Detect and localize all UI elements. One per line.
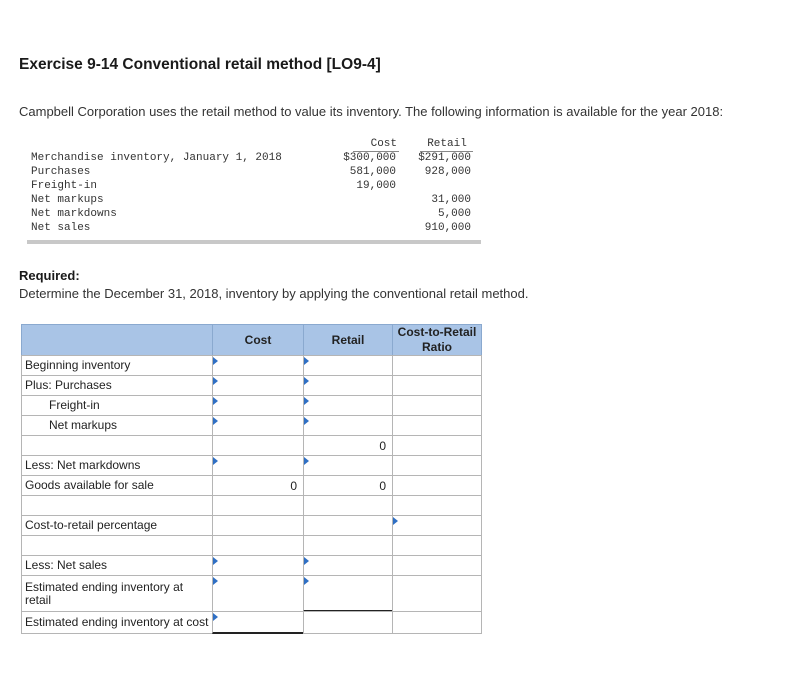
dropdown-marker-icon [213, 397, 218, 405]
given-row-label: Freight-in [31, 180, 98, 192]
dropdown-marker-icon [213, 417, 218, 425]
blank-ratio-cell [392, 535, 482, 556]
row-label-net-sales: Less: Net sales [21, 555, 213, 576]
ending-retail-ratio-cell [392, 575, 482, 612]
given-row-retail: $291,000 [418, 152, 471, 164]
subtotal-retail-cell [303, 435, 393, 456]
beginning-inventory-cost-input[interactable] [212, 355, 304, 376]
dropdown-marker-icon [213, 377, 218, 385]
dropdown-marker-icon [304, 377, 309, 385]
table-header-label [21, 324, 213, 356]
row-label-cost-to-retail-percentage: Cost-to-retail percentage [21, 515, 213, 536]
net-sales-ratio-cell [392, 555, 482, 576]
net-markdowns-cost-input[interactable] [212, 455, 304, 476]
blank-retail-cell [303, 535, 393, 556]
given-row-cost: 581,000 [349, 166, 396, 178]
intro-text: Campbell Corporation uses the retail method to value its inventory. The following information is available for the year 2018: [19, 104, 724, 119]
blank-retail-cell [303, 495, 393, 516]
row-label-beginning-inventory: Beginning inventory [21, 355, 213, 376]
cell-value: 0 [379, 478, 386, 493]
given-row-retail: 928,000 [424, 166, 471, 178]
retail-method-table [21, 324, 482, 634]
ending-cost-retail-cell [303, 611, 393, 634]
dropdown-marker-icon [213, 357, 218, 365]
dropdown-marker-icon [304, 417, 309, 425]
given-row-label: Purchases [31, 166, 91, 178]
purchases-retail-input[interactable] [303, 375, 393, 396]
goods-available-cost-cell [212, 475, 304, 496]
given-divider [27, 240, 481, 244]
given-row [27, 165, 481, 179]
given-row-cost: 19,000 [356, 180, 396, 192]
given-row-retail: 5,000 [437, 208, 471, 220]
net-sales-cost-input[interactable] [212, 555, 304, 576]
given-row-label: Net sales [31, 222, 91, 234]
row-label-blank [21, 535, 213, 556]
net-markdowns-ratio-cell [392, 455, 482, 476]
given-row [27, 151, 481, 165]
row-label-net-markdowns: Less: Net markdowns [21, 455, 213, 476]
net-markups-ratio-cell [392, 415, 482, 436]
table-header-cost: Cost [212, 324, 304, 356]
row-label-goods-available: Goods available for sale [21, 475, 213, 496]
row-label-freight-in: Freight-in [21, 395, 213, 416]
required-title: Required: [19, 268, 80, 283]
given-row [27, 179, 481, 193]
freight-in-cost-input[interactable] [212, 395, 304, 416]
goods-available-retail-cell [303, 475, 393, 496]
net-markdowns-retail-input[interactable] [303, 455, 393, 476]
purchases-cost-input[interactable] [212, 375, 304, 396]
page-title: Exercise 9-14 Conventional retail method [LO9-4] [19, 56, 381, 73]
dropdown-marker-icon [213, 457, 218, 465]
percentage-retail-cell [303, 515, 393, 536]
dropdown-marker-icon [304, 357, 309, 365]
row-label-blank [21, 495, 213, 516]
freight-in-retail-input[interactable] [303, 395, 393, 416]
given-row-retail: 910,000 [424, 222, 471, 234]
dropdown-marker-icon [304, 577, 309, 585]
dropdown-marker-icon [213, 577, 218, 585]
given-row-retail: 31,000 [431, 194, 471, 206]
row-label-purchases: Plus: Purchases [21, 375, 213, 396]
ending-retail-cost-input[interactable] [212, 575, 304, 612]
freight-in-ratio-cell [392, 395, 482, 416]
ending-inventory-cost-input[interactable] [212, 611, 304, 634]
row-label-ending-inventory-retail: Estimated ending inventory at retail [21, 575, 213, 612]
blank-cost-cell [212, 535, 304, 556]
beginning-inventory-ratio-cell [392, 355, 482, 376]
subtotal-ratio-cell [392, 435, 482, 456]
beginning-inventory-retail-input[interactable] [303, 355, 393, 376]
row-label-subtotal [21, 435, 213, 456]
given-row-cost: $300,000 [343, 152, 396, 164]
net-markups-cost-input[interactable] [212, 415, 304, 436]
given-row [27, 207, 481, 221]
dropdown-marker-icon [304, 457, 309, 465]
percentage-cost-cell [212, 515, 304, 536]
cell-value: 0 [290, 478, 297, 493]
blank-cost-cell [212, 495, 304, 516]
subtotal-cost-cell [212, 435, 304, 456]
row-label-net-markups: Net markups [21, 415, 213, 436]
given-row-label: Net markups [31, 194, 104, 206]
given-row [27, 193, 481, 207]
dropdown-marker-icon [213, 613, 218, 621]
goods-available-ratio-cell [392, 475, 482, 496]
cost-to-retail-ratio-input[interactable] [392, 515, 482, 536]
blank-ratio-cell [392, 495, 482, 516]
table-header-ratio: Cost-to-Retail Ratio [392, 324, 482, 356]
dropdown-marker-icon [393, 517, 398, 525]
row-label-ending-inventory-cost: Estimated ending inventory at cost [21, 611, 213, 634]
given-row-label: Merchandise inventory, January 1, 2018 [31, 152, 282, 164]
purchases-ratio-cell [392, 375, 482, 396]
dropdown-marker-icon [304, 397, 309, 405]
table-header-retail: Retail [303, 324, 393, 356]
net-markups-retail-input[interactable] [303, 415, 393, 436]
ending-cost-ratio-cell [392, 611, 482, 634]
dropdown-marker-icon [304, 557, 309, 565]
dropdown-marker-icon [213, 557, 218, 565]
given-information [27, 138, 481, 241]
given-row [27, 221, 481, 235]
net-sales-retail-input[interactable] [303, 555, 393, 576]
cell-value: 0 [379, 438, 386, 453]
ending-inventory-retail-input[interactable] [303, 575, 393, 612]
given-row-label: Net markdowns [31, 208, 117, 220]
given-header-retail: Retail [427, 138, 467, 150]
required-text: Determine the December 31, 2018, inventory by applying the conventional retail method. [19, 286, 529, 301]
given-header-cost: Cost [370, 138, 397, 150]
